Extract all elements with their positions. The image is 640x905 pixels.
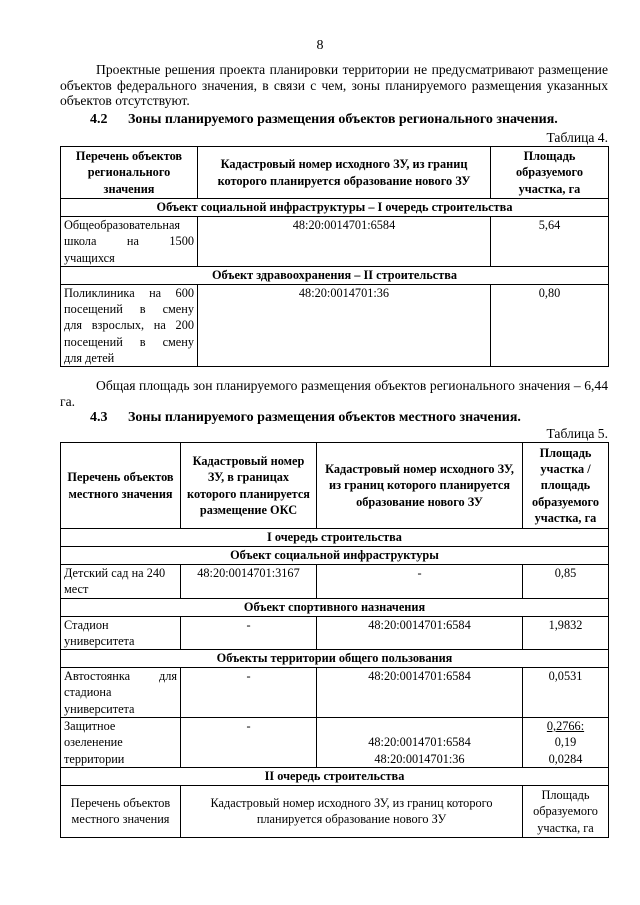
area-value: 1,9832 (523, 616, 609, 650)
object-name: Автостоянка для стадиона университета (61, 668, 181, 718)
table-row (61, 668, 609, 718)
header-cadastral: Кадастровый номер исходного ЗУ, из границ которого планируется образование нового ЗУ (198, 147, 491, 199)
header-oks-cadastral: Кадастровый номер ЗУ, в границах которого планируется размещение ОКС (181, 443, 317, 529)
source-cadastral-number: 48:20:0014701:36 (374, 751, 465, 766)
oks-cadastral-number: 48:20:0014701:3167 (181, 565, 317, 599)
table-5 (60, 442, 609, 838)
header-area: Площадь участка / площадь образуемого участка, га (523, 443, 609, 529)
table-header-row (61, 147, 609, 199)
oks-cadastral-number: - (181, 616, 317, 650)
header-objects: Перечень объектов местного значения (61, 443, 181, 529)
group-row (61, 547, 609, 565)
section-title: Зоны планируемого размещения объектов регионального значения. (128, 112, 558, 127)
stage-row (61, 529, 609, 547)
source-cadastral-number: 48:20:0014701:6584 (368, 735, 471, 750)
group-row (61, 199, 609, 217)
source-cadastral-number: 48:20:0014701:6584 (317, 668, 523, 718)
area-values (523, 718, 609, 768)
stage2-header-cadastral: Кадастровый номер исходного ЗУ, из границ которого планируется образование нового ЗУ (181, 785, 523, 837)
table-row (61, 718, 609, 768)
cadastral-number: 48:20:0014701:36 (198, 284, 491, 366)
area-value: 5,64 (491, 217, 609, 267)
stage2-header-row (61, 785, 609, 837)
table-row (61, 565, 609, 599)
header-area: Площадь образуемого участка, га (491, 147, 609, 199)
source-cadastral-numbers (317, 718, 523, 768)
section-title: Зоны планируемого размещения объектов местного значения. (128, 410, 521, 425)
stage2-header-area: Площадь образуемого участка, га (523, 785, 609, 837)
intro-paragraph: Проектные решения проекта планировки территории не предусматривают размещение объектов федерального значения, в связи с чем, зоны планируемого размещения указанных объектов отсутствуют. (60, 62, 608, 108)
area-value: 0,19 (554, 735, 577, 750)
object-name: Общеобразовательная школа на 1500 учащихся (61, 217, 198, 267)
regional-total-paragraph: Общая площадь зон планируемого размещения объектов регионального значения – 6,44 га. (60, 378, 608, 409)
oks-cadastral-number: - (181, 718, 317, 768)
page-number: 8 (316, 38, 324, 53)
object-name: Детский сад на 240 мест (61, 565, 181, 599)
group-social: Объект социальной инфраструктуры (61, 547, 609, 565)
oks-cadastral-number: - (181, 668, 317, 718)
section-4-2-heading (60, 112, 608, 128)
header-source-cadastral: Кадастровый номер исходного ЗУ, из границ которого планируется образование нового ЗУ (317, 443, 523, 529)
group-row (61, 598, 609, 616)
table-row (61, 616, 609, 650)
table-5-caption: Таблица 5. (546, 426, 608, 441)
cadastral-number: 48:20:0014701:6584 (198, 217, 491, 267)
area-value: 0,0284 (548, 751, 583, 766)
area-value: 0,85 (523, 565, 609, 599)
table-4-caption: Таблица 4. (546, 130, 608, 145)
table-row (61, 217, 609, 267)
group-sport: Объект спортивного назначения (61, 598, 609, 616)
group-health-stage2: Объект здравоохранения – II строительства (61, 266, 609, 284)
object-name: Защитное озеленение территории (61, 718, 181, 768)
group-row (61, 266, 609, 284)
group-social-stage1: Объект социальной инфраструктуры – I очередь строительства (61, 199, 609, 217)
stage-1: I очередь строительства (61, 529, 609, 547)
area-value: 0,0531 (523, 668, 609, 718)
object-name: Стадион университета (61, 616, 181, 650)
stage-2: II очередь строительства (61, 767, 609, 785)
stage2-header-objects: Перечень объектов местного значения (61, 785, 181, 837)
object-name: Поликлиника на 600 посещений в смену для взрослых, на 200 посещений в смену для детей (61, 284, 198, 366)
group-public-territory: Объекты территории общего пользования (61, 650, 609, 668)
area-value: 0,80 (491, 284, 609, 366)
header-objects: Перечень объектов регионального значения (61, 147, 198, 199)
table-4 (60, 146, 609, 367)
group-row (61, 650, 609, 668)
section-number: 4.3 (90, 410, 108, 425)
source-cadastral-number: 48:20:0014701:6584 (317, 616, 523, 650)
area-total: 0,2766: (546, 719, 585, 734)
section-number: 4.2 (90, 112, 108, 127)
section-4-3-heading (60, 410, 608, 426)
table-header-row (61, 443, 609, 529)
source-cadastral-number: - (317, 565, 523, 599)
stage-row (61, 767, 609, 785)
table-row (61, 284, 609, 366)
